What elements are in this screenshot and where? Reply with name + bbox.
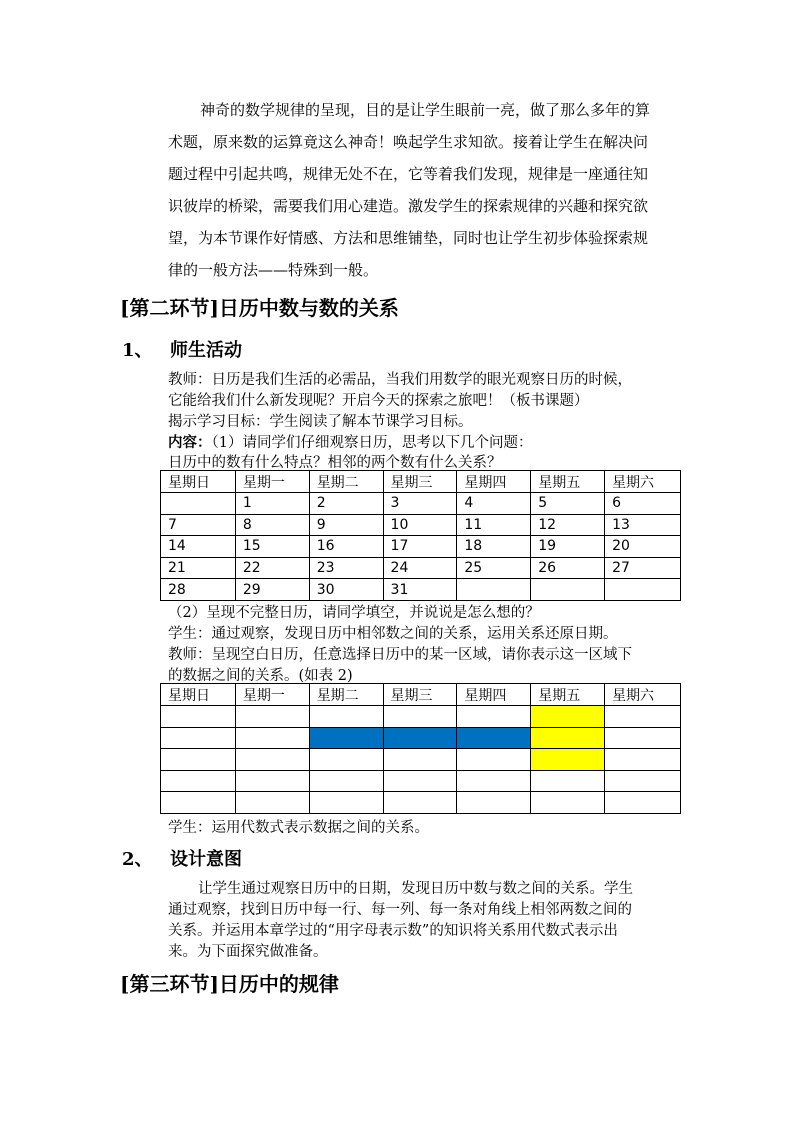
table-cell: [161, 493, 236, 515]
table-cell: [309, 749, 383, 771]
table-row: [161, 579, 681, 601]
calendar-table: [160, 470, 681, 601]
table-cell: 7: [161, 514, 236, 536]
table-cell: 10: [383, 514, 457, 536]
intro-line: 律的一般方法——特殊到一般。: [168, 261, 379, 279]
body-line: 教师：呈现空白日历，任意选择日历中的某一区域，请你表示这一区域下: [168, 647, 632, 663]
table-cell: [531, 792, 605, 814]
table-row: [161, 706, 681, 728]
table-cell: [235, 727, 309, 749]
table-cell: 31: [383, 579, 457, 601]
table-header-cell: 星期五: [531, 684, 605, 706]
table-cell: 16: [309, 536, 383, 558]
content-line: [168, 431, 532, 452]
table-cell: 13: [605, 514, 681, 536]
highlighted-cell: [531, 727, 605, 749]
intro-line: 识彼岸的桥梁，需要我们用心建造。激发学生的探索规律的兴趣和探究欲: [168, 197, 649, 215]
highlighted-cell: [531, 749, 605, 771]
table-cell: 8: [235, 514, 309, 536]
table-cell: 9: [309, 514, 383, 536]
table-cell: [161, 792, 236, 814]
table-cell: 12: [531, 514, 605, 536]
table-cell: 18: [457, 536, 531, 558]
content-label: 内容：: [168, 434, 212, 451]
teacher-line: 它能给我们什么新发现呢？开启今天的探索之旅吧！（板书课题）: [168, 393, 589, 409]
table-cell: [309, 770, 383, 792]
table-cell: 19: [531, 536, 605, 558]
table-cell: [235, 706, 309, 728]
body-line: （2）呈现不完整日历，请同学填空，并说说是怎么想的？: [168, 605, 540, 621]
table-cell: [605, 727, 681, 749]
table-cell: [531, 579, 605, 601]
table-header-cell: 星期一: [235, 684, 309, 706]
table-header-cell: 星期日: [161, 471, 236, 493]
section-heading: [第三环节]日历中的规律: [120, 972, 339, 996]
design-line: 通过观察，找到日历中每一行、每一列、每一条对角线上相邻两数之间的: [168, 902, 632, 918]
table-cell: 28: [161, 579, 236, 601]
highlighted-cell: [457, 727, 531, 749]
table-row: [161, 792, 681, 814]
table-header-cell: 星期六: [605, 684, 681, 706]
subsection-title: 师生活动: [170, 340, 242, 361]
table-cell: [383, 706, 457, 728]
table-cell: 6: [605, 493, 681, 515]
highlighted-cell: [309, 727, 383, 749]
table-header-cell: 星期三: [383, 684, 457, 706]
table-cell: 1: [235, 493, 309, 515]
table-cell: 5: [531, 493, 605, 515]
highlighted-cell: [531, 706, 605, 728]
table-cell: [161, 706, 236, 728]
table-cell: 11: [457, 514, 531, 536]
table-cell: [605, 706, 681, 728]
table-cell: [309, 792, 383, 814]
table-cell: [235, 792, 309, 814]
table-cell: [605, 792, 681, 814]
table-row: [161, 770, 681, 792]
table-cell: [161, 727, 236, 749]
blank-calendar-table: [160, 683, 681, 814]
table-cell: [383, 792, 457, 814]
table-cell: 3: [383, 493, 457, 515]
highlighted-cell: [383, 727, 457, 749]
table-row: [161, 493, 681, 515]
table-header-cell: 星期一: [235, 471, 309, 493]
table-cell: [605, 770, 681, 792]
table-cell: 21: [161, 557, 236, 579]
teacher-line: 教师：日历是我们生活的必需品，当我们用数学的眼光观察日历的时候，: [168, 372, 632, 388]
design-line: 来。为下面探究做准备。: [168, 944, 328, 960]
content-text: （1）请同学们仔细观察日历，思考以下几个问题：: [211, 435, 533, 451]
table-cell: 22: [235, 557, 309, 579]
question-line: 日历中的数有什么特点？相邻的两个数有什么关系？: [168, 455, 502, 471]
table-cell: [457, 579, 531, 601]
subsection-title: 设计意图: [170, 849, 242, 870]
subsection-number: 2、: [122, 849, 153, 870]
table-cell: [235, 749, 309, 771]
table-header-cell: 星期日: [161, 684, 236, 706]
table-cell: [235, 770, 309, 792]
intro-line: 术题，原来数的运算竟这么神奇！唤起学生求知欲。接着让学生在解决问: [168, 133, 649, 151]
table-row: [161, 557, 681, 579]
body-line: 学生：运用代数式表示数据之间的关系。: [168, 820, 429, 836]
table-header-cell: 星期三: [383, 471, 457, 493]
table-row: [161, 727, 681, 749]
table-cell: 26: [531, 557, 605, 579]
intro-line: 望，为本节课作好情感、方法和思维铺垫，同时也让学生初步体验探索规: [168, 229, 649, 247]
table-cell: 2: [309, 493, 383, 515]
intro-line: 题过程中引起共鸣，规律无处不在，它等着我们发现，规律是一座通往知: [168, 165, 649, 183]
table-cell: [383, 749, 457, 771]
intro-line: 神奇的数学规律的呈现，目的是让学生眼前一亮，做了那么多年的算: [200, 101, 651, 119]
table-header-row: [161, 471, 681, 493]
table-row: [161, 514, 681, 536]
table-header-cell: 星期四: [457, 471, 531, 493]
table-cell: 30: [309, 579, 383, 601]
table-cell: 15: [235, 536, 309, 558]
table-header-row: [161, 684, 681, 706]
table-cell: [605, 749, 681, 771]
section-heading: [第二环节]日历中数与数的关系: [120, 296, 399, 320]
table-cell: [605, 579, 681, 601]
table-row: [161, 536, 681, 558]
table-cell: 20: [605, 536, 681, 558]
table-cell: [531, 770, 605, 792]
table-cell: 14: [161, 536, 236, 558]
table-cell: 29: [235, 579, 309, 601]
table-cell: [457, 706, 531, 728]
subsection-number: 1、: [122, 340, 153, 361]
table-cell: 4: [457, 493, 531, 515]
table-cell: [161, 749, 236, 771]
table-cell: [161, 770, 236, 792]
table-cell: [457, 749, 531, 771]
design-line: 让学生通过观察日历中的日期，发现日历中数与数之间的关系。学生: [198, 881, 633, 897]
table-cell: [457, 792, 531, 814]
table-cell: 25: [457, 557, 531, 579]
table-header-cell: 星期二: [309, 471, 383, 493]
table-cell: [383, 770, 457, 792]
table-header-cell: 星期四: [457, 684, 531, 706]
body-line: 学生：通过观察，发现日历中相邻数之间的关系，运用关系还原日期。: [168, 626, 618, 642]
table-cell: 24: [383, 557, 457, 579]
table-cell: [457, 770, 531, 792]
learning-goal: 揭示学习目标：学生阅读了解本节课学习目标。: [168, 414, 473, 430]
design-line: 关系。并运用本章学过的“用字母表示数”的知识将关系用代数式表示出: [168, 923, 618, 939]
table-cell: [309, 706, 383, 728]
body-line: 的数据之间的关系。(如表 2): [168, 668, 353, 684]
table-row: [161, 749, 681, 771]
table-cell: 23: [309, 557, 383, 579]
table-cell: 27: [605, 557, 681, 579]
table-header-cell: 星期五: [531, 471, 605, 493]
table-header-cell: 星期六: [605, 471, 681, 493]
table-cell: 17: [383, 536, 457, 558]
table-header-cell: 星期二: [309, 684, 383, 706]
